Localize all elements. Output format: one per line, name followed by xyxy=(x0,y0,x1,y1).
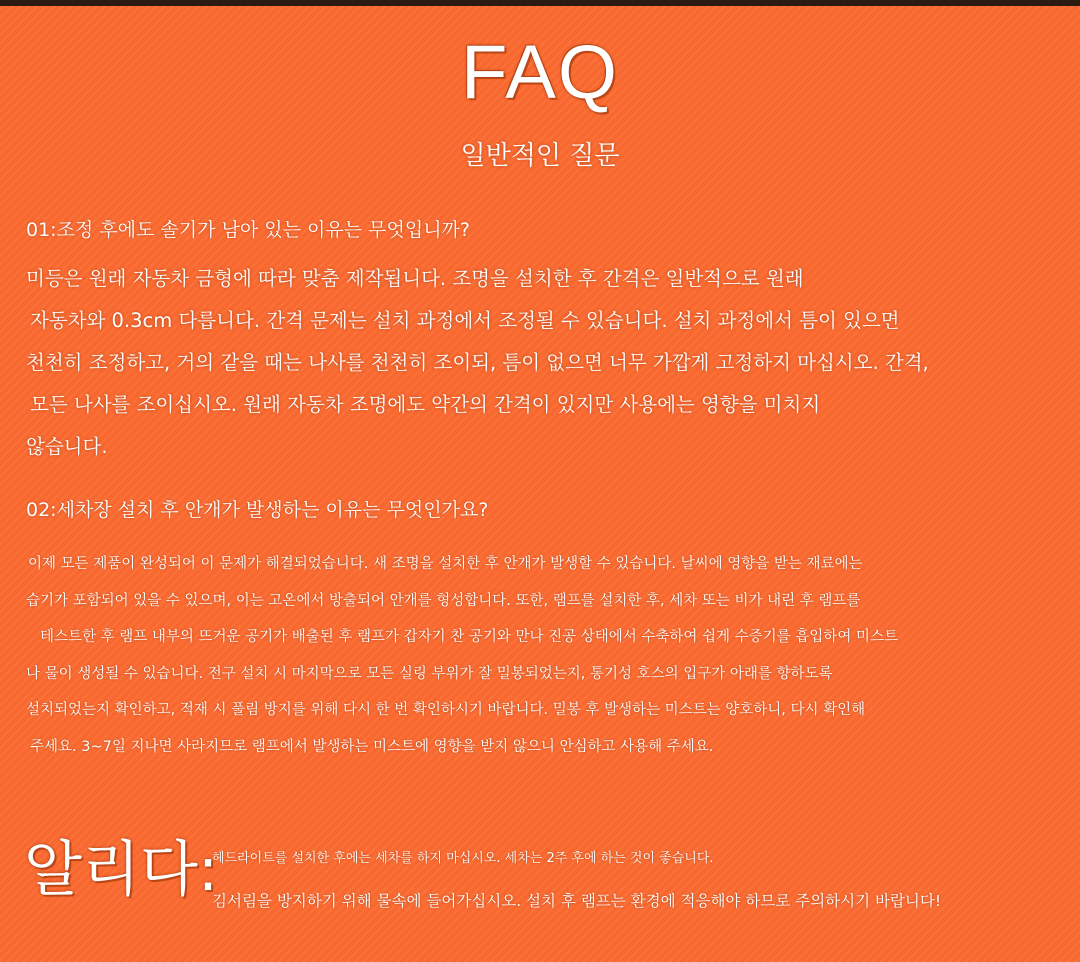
top-border xyxy=(0,0,1080,6)
faq-answer-1 xyxy=(26,258,1056,468)
answer-line: 습기가 포함되어 있을 수 있으며, 이는 고온에서 방출되어 안개를 형성합니다. 또한, 램프를 설치한 후, 세차 또는 비가 내린 후 램프를 xyxy=(26,592,861,609)
notice-label: 알리다: xyxy=(24,835,219,905)
answer-line: 나 물이 생성될 수 있습니다. 전구 설치 시 마지막으로 모든 실링 부위가 잘 밀봉되었는지, 통기성 호스의 입구가 아래를 향하도록 xyxy=(26,665,833,682)
answer-line: 주세요. 3~7일 지나면 사라지므로 램프에서 발생하는 미스트에 영향을 받지 않으니 안심하고 사용해 주세요. xyxy=(30,738,714,755)
answer-line: 미등은 원래 자동차 금형에 따라 맞춤 제작됩니다. 조명을 설치한 후 간격은 일반적으로 원래 xyxy=(26,267,804,290)
answer-line: 천천히 조정하고, 거의 같을 때는 나사를 천천히 조이되, 틈이 없으면 너무 가깝게 고정하지 마십시오. 간격, xyxy=(26,351,929,374)
answer-line: 자동차와 0.3cm 다릅니다. 간격 문제는 설치 과정에서 조정될 수 있습니다. 설치 과정에서 틈이 있으면 xyxy=(30,309,900,332)
faq-question-2: 02:세차장 설치 후 안개가 발생하는 이유는 무엇인가요? xyxy=(26,499,489,521)
answer-line: 모든 나사를 조이십시오. 원래 자동차 조명에도 약간의 간격이 있지만 사용에는 영향을 미치지 xyxy=(30,393,821,416)
faq-answer-2 xyxy=(26,546,1056,765)
answer-line: 않습니다. xyxy=(26,435,108,458)
notice-line-1: 헤드라이트를 설치한 후에는 세차를 하지 마십시오. 세차는 2주 후에 하는 것이 좋습니다. xyxy=(212,851,714,866)
notice-line-2: 김서림을 방지하기 위해 물속에 들어가십시오. 설치 후 램프는 환경에 적응해야 하므로 주의하시기 바랍니다! xyxy=(212,892,942,910)
answer-line: 이제 모든 제품이 완성되어 이 문제가 해결되었습니다. 새 조명을 설치한 후 안개가 발생할 수 있습니다. 날씨에 영향을 받는 재료에는 xyxy=(28,556,863,572)
answer-line: 설치되었는지 확인하고, 적재 시 풀림 방지를 위해 다시 한 번 확인하시기 바랍니다. 밀봉 후 발생하는 미스트는 양호하니, 다시 확인해 xyxy=(26,702,866,718)
page-subtitle: 일반적인 질문 xyxy=(460,141,620,171)
page-title: FAQ xyxy=(460,30,620,115)
answer-line: 테스트한 후 램프 내부의 뜨거운 공기가 배출된 후 램프가 갑자기 찬 공기와 만나 진공 상태에서 수축하여 쉽게 수증기를 흡입하여 미스트 xyxy=(40,629,898,645)
faq-question-1: 01:조정 후에도 솔기가 남아 있는 이유는 무엇입니까? xyxy=(26,219,470,241)
